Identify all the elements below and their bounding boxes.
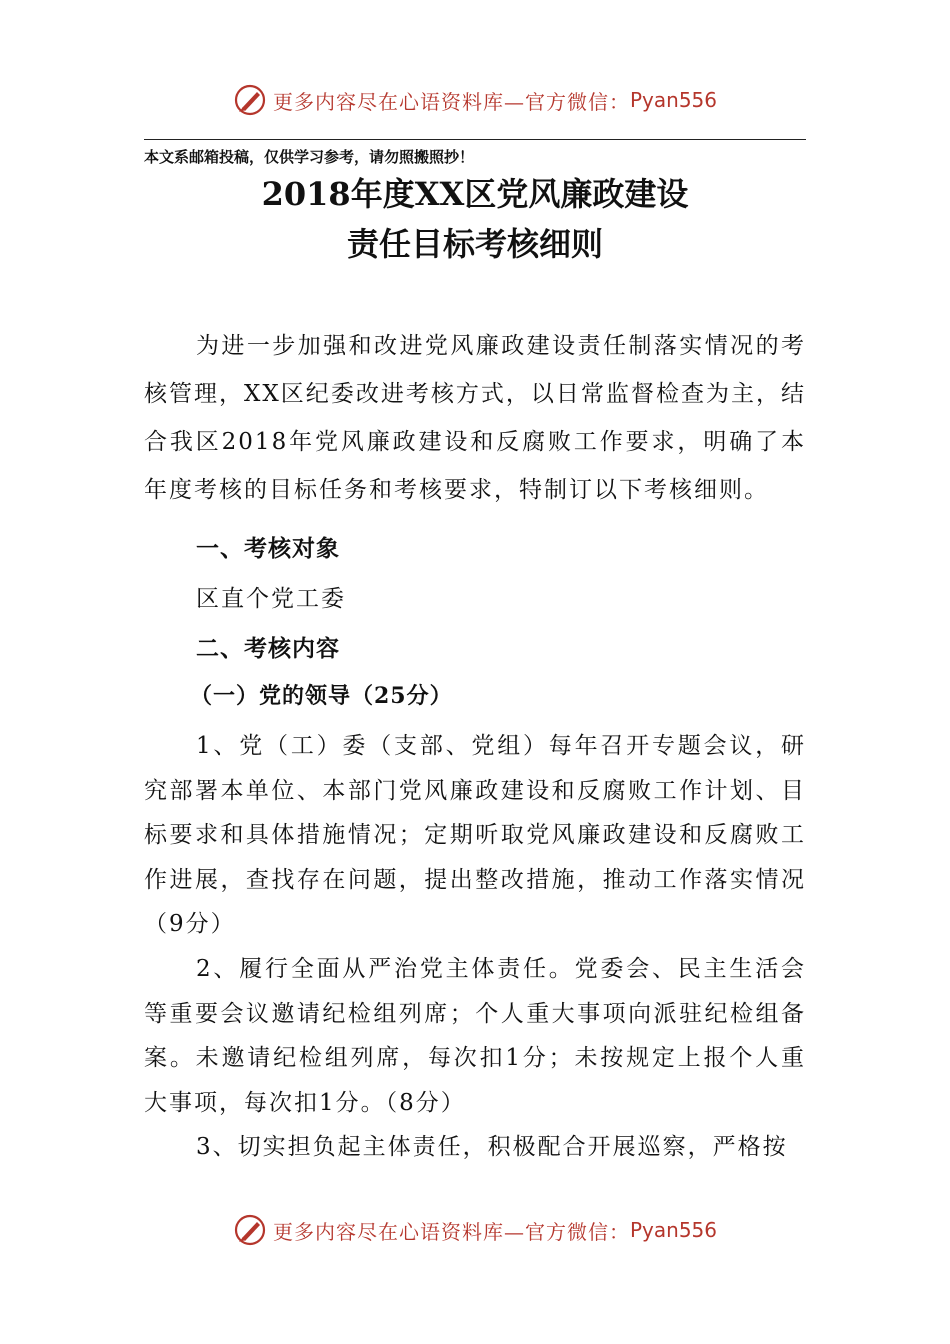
item-2-paragraph: 2、履行全面从严治党主体责任。党委会、民主生活会等重要会议邀请纪检组列席；个人重大事项向派驻纪检组备案。未邀请纪检组列席，每次扣1分；未按规定上报个人重大事项，每次扣1分。（8分）: [144, 956, 806, 1116]
watermark-header: [0, 80, 950, 120]
document-title-line1: 2018年度XX区党风廉政建设: [261, 175, 689, 213]
pen-logo-icon: [233, 83, 267, 117]
item-1-paragraph: 1、党（工）委（支部、党组）每年召开专题会议，研究部署本单位、本部门党风廉政建设和反腐败工作计划、目标要求和具体措施情况；定期听取党风廉政建设和反腐败工作进展，查找存在问题，提出整改措施，推动工作落实情况（9分）: [144, 733, 806, 937]
item-3-paragraph: 3、切实担负起主体责任，积极配合开展巡察，严格按: [196, 1134, 788, 1160]
header-rule: [144, 139, 806, 140]
watermark-footer: [0, 1210, 950, 1250]
submission-notice: 本文系邮箱投稿，仅供学习参考，请勿照搬照抄！: [144, 148, 475, 166]
subsection-party-leadership: （一）党的领导（25分）: [190, 683, 453, 709]
section1-content: 区直个党工委: [196, 586, 346, 612]
watermark-wechat-id: Pyan556: [629, 1218, 717, 1242]
pen-logo-icon: [233, 1213, 267, 1247]
document-title-line2: 责任目标考核细则: [346, 225, 603, 263]
watermark-text: 更多内容尽在心语资料库—官方微信：: [272, 89, 630, 114]
watermark-wechat-id: Pyan556: [629, 88, 717, 112]
intro-paragraph: 为进一步加强和改进党风廉政建设责任制落实情况的考核管理，XX区纪委改进考核方式，以日常监督检查为主，结合我区2018年党风廉政建设和反腐败工作要求，明确了本年度考核的目标任务和考核要求，特制订以下考核细则。: [144, 333, 806, 503]
watermark-text: 更多内容尽在心语资料库—官方微信：: [272, 1219, 630, 1244]
section1-heading: 一、考核对象: [196, 535, 340, 562]
section2-heading: 二、考核内容: [196, 635, 340, 662]
